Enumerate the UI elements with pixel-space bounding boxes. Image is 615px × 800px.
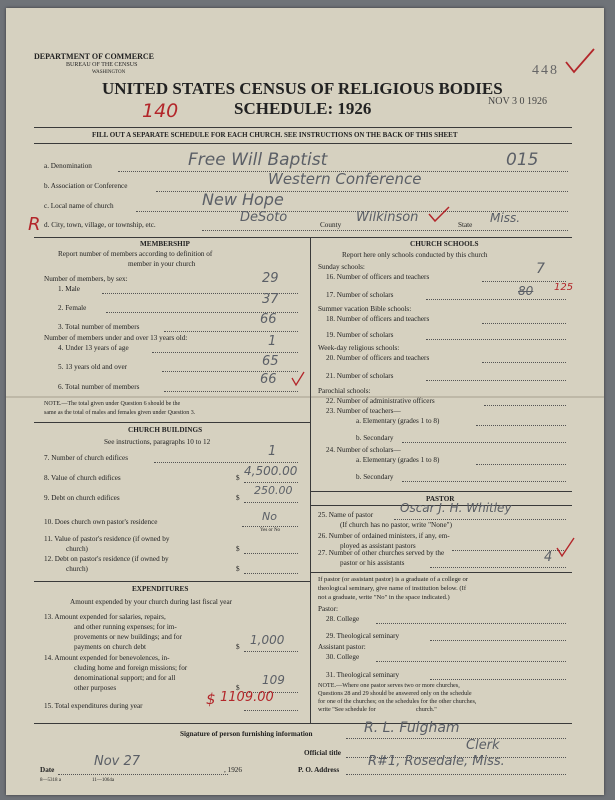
college-intro-1: If pastor (or assistant pastor) is a graduate of a college or: [318, 576, 468, 583]
state-label: State: [458, 221, 473, 229]
q6-label: 6. Total number of members: [58, 383, 140, 391]
q8-value: 4,500.00: [244, 464, 298, 478]
q12-label-2: church): [66, 565, 88, 573]
q13-dollar-sign: $: [236, 643, 240, 651]
q14-label-4: other purposes: [74, 684, 117, 692]
county-label: County: [320, 221, 342, 229]
red-check-mark-icon: [562, 46, 598, 76]
q16-label: 16. Number of officers and teachers: [326, 273, 430, 281]
form-code-2: 11—1064a: [92, 778, 115, 783]
q13-label-3: provements or new buildings; and for: [74, 633, 182, 641]
pastor-note-4: write "See schedule for church.": [318, 706, 437, 713]
q3-total-value: 66: [260, 312, 277, 327]
q26-label-1: 26. Number of ordained ministers, if any, em-: [318, 532, 450, 540]
city-label: d. City, town, village, or township, etc.: [44, 221, 156, 229]
q29-label: 29. Theological seminary: [326, 632, 400, 640]
membership-title: MEMBERSHIP: [140, 240, 190, 248]
membership-note-2: same as the total of males and females given under Question 3.: [44, 410, 196, 416]
q17-crossed-value: 80: [518, 284, 534, 298]
pastor-note-2: Questions 28 and 29 should be answered only on the schedule: [318, 690, 472, 697]
schools-intro: Report here only schools conducted by this church: [342, 251, 488, 259]
q13-label-2: and other running expenses; for im-: [74, 623, 177, 631]
q27-label-1: 27. Number of other churches served by the: [318, 549, 445, 557]
q14-label-1: 14. Amount expended for benevolences, in-: [44, 654, 170, 662]
q15-red-dollar-sign: $: [206, 690, 216, 708]
sunday-schools-label: Sunday schools:: [318, 263, 365, 271]
q1-male-value: 29: [262, 271, 279, 286]
q5-over13-value: 65: [262, 354, 279, 369]
q9-value: 250.00: [254, 484, 293, 497]
q3-label: 3. Total number of members: [58, 323, 140, 331]
date-value: Nov 27: [94, 754, 141, 769]
date-year: , 1926: [224, 766, 242, 774]
q21-label: 21. Number of scholars: [326, 372, 394, 380]
handwritten-number: 140: [142, 100, 179, 122]
q28-label: 28. College: [326, 615, 360, 623]
q11-label-1: 11. Value of pastor's residence (if owned by: [44, 535, 170, 543]
bureau-name: BUREAU OF THE CENSUS: [66, 62, 138, 68]
red-check-mark-icon: [426, 204, 452, 224]
q14-value: 109: [262, 673, 285, 687]
form-title: UNITED STATES CENSUS OF RELIGIOUS BODIES: [102, 79, 503, 98]
q8-dollar-sign: $: [236, 474, 240, 482]
q8-label: 8. Value of church edifices: [44, 474, 121, 482]
po-address-label: P. O. Address: [298, 766, 340, 774]
fold-crease: [6, 396, 604, 398]
q27-label-2: pastor or his assistants: [340, 559, 405, 567]
q14-dollar-sign: $: [236, 684, 240, 692]
membership-note-1: NOTE.—The total given under Question 6 should be the: [44, 401, 181, 407]
q10-label: 10. Does church own pastor's residence: [44, 518, 158, 526]
state-value: Miss.: [490, 211, 521, 225]
pastor-sub-label: Pastor:: [318, 605, 338, 613]
q30-label: 30. College: [326, 653, 360, 661]
q1-label: 1. Male: [58, 285, 80, 293]
red-check-mark-icon: [554, 536, 576, 560]
q7-label: 7. Number of church edifices: [44, 454, 129, 462]
q4-under13-value: 1: [268, 334, 277, 349]
denomination-label: a. Denomination: [44, 162, 92, 170]
q31-label: 31. Theological seminary: [326, 671, 400, 679]
q6-total-value: 66: [260, 372, 277, 387]
pastor-note-1: NOTE.—Where one pastor serves two or more churches,: [318, 682, 460, 689]
college-intro-2: theological seminary, give name of institution below. (If: [318, 585, 467, 592]
q9-dollar-sign: $: [236, 494, 240, 502]
received-date-stamp: NOV 3 0 1926: [488, 96, 547, 107]
association-value: Western Conference: [268, 170, 422, 188]
summer-schools-label: Summer vacation Bible schools:: [318, 305, 412, 313]
parochial-schools-label: Parochial schools:: [318, 387, 371, 395]
form-code: 8—5318 a: [40, 778, 61, 783]
q19-label: 19. Number of scholars: [326, 331, 394, 339]
local-name-label: c. Local name of church: [44, 202, 114, 210]
q2-female-value: 37: [262, 292, 279, 307]
q12-label-1: 12. Debt on pastor's residence (if owned by: [44, 555, 169, 563]
college-intro-3: not a graduate, write "No" in the space indicated.): [318, 594, 450, 601]
q20-label: 20. Number of officers and teachers: [326, 354, 430, 362]
signature-label: Signature of person furnishing information: [180, 730, 313, 738]
q24a-label: a. Elementary (grades 1 to 8): [356, 456, 440, 464]
date-label: Date: [40, 766, 55, 774]
local-name-value: New Hope: [202, 190, 284, 209]
q17-label: 17. Number of scholars: [326, 291, 394, 299]
form-serial-number: 448: [532, 63, 559, 78]
signature-value: R. L. Fulgham: [364, 720, 460, 736]
members-by-sex-label: Number of members, by sex:: [44, 275, 128, 283]
q23-label: 23. Number of teachers—: [326, 407, 401, 415]
bureau-city: WASHINGTON: [92, 70, 126, 75]
q4-label: 4. Under 13 years of age: [58, 344, 129, 352]
pastor-note-3: for one of the churches; on the schedules for the other churches,: [318, 698, 477, 705]
q2-label: 2. Female: [58, 304, 87, 312]
q11-dollar-sign: $: [236, 545, 240, 553]
q10-value: No: [262, 510, 277, 523]
membership-intro-1: Report number of members according to definition of: [58, 250, 213, 258]
q13-value: 1,000: [250, 633, 285, 647]
official-title-label: Official title: [304, 749, 341, 757]
buildings-title: CHURCH BUILDINGS: [128, 426, 203, 434]
form-subtitle: SCHEDULE: 1926: [234, 99, 372, 118]
q18-label: 18. Number of officers and teachers: [326, 315, 430, 323]
q24-label: 24. Number of scholars—: [326, 446, 401, 454]
q9-label: 9. Debt on church edifices: [44, 494, 120, 502]
department-name: DEPARTMENT OF COMMERCE: [34, 52, 155, 61]
schools-title: CHURCH SCHOOLS: [410, 240, 479, 248]
pastor-title: PASTOR: [426, 495, 455, 503]
red-margin-mark: R: [28, 214, 41, 235]
expenditures-title: EXPENDITURES: [132, 585, 189, 593]
yes-no-hint: Yes or No: [260, 528, 281, 533]
q22-label: 22. Number of administrative officers: [326, 397, 435, 405]
q25-pastor-name: Oscar J. H. Whitley: [400, 501, 512, 515]
q14-label-2: cluding home and foreign missions; for: [74, 664, 188, 672]
q25-label: 25. Name of pastor: [318, 511, 374, 519]
membership-intro-2: member in your church: [128, 260, 196, 268]
q15-total-value: 1109.00: [220, 690, 274, 705]
census-schedule-sheet: [6, 8, 604, 795]
q5-label: 5. 13 years old and over: [58, 363, 128, 371]
denomination-value: Free Will Baptist: [188, 150, 328, 170]
q13-label-4: payments on church debt: [74, 643, 147, 651]
q11-label-2: church): [66, 545, 88, 553]
expenditures-intro: Amount expended by your church during last fiscal year: [70, 598, 233, 606]
q23b-label: b. Secondary: [356, 434, 394, 442]
association-label: b. Association or Conference: [44, 182, 128, 190]
red-check-mark-icon: [290, 370, 306, 388]
county-value: Wilkinson: [356, 210, 419, 225]
buildings-intro: See instructions, paragraphs 10 to 12: [104, 438, 211, 446]
q14-label-3: denominational support; and for all: [74, 674, 176, 682]
q13-label-1: 13. Amount expended for salaries, repairs,: [44, 613, 166, 621]
instructions-line: FILL OUT A SEPARATE SCHEDULE FOR EACH CHURCH. SEE INSTRUCTIONS ON THE BACK OF THIS SHEET: [92, 131, 458, 139]
city-value: DeSoto: [240, 210, 288, 225]
q17-corrected-value: 125: [554, 282, 574, 293]
q16-value: 7: [536, 261, 545, 277]
members-by-age-label: Number of members under and over 13 years old:: [44, 334, 188, 342]
po-address-value: R#1, Rosedale, Miss.: [368, 754, 505, 769]
assistant-pastor-label: Assistant pastor:: [318, 643, 366, 651]
q27-value: 4: [544, 550, 553, 565]
weekday-schools-label: Week-day religious schools:: [318, 344, 400, 352]
q23a-label: a. Elementary (grades 1 to 8): [356, 417, 440, 425]
q12-dollar-sign: $: [236, 565, 240, 573]
q7-edifices-value: 1: [268, 444, 277, 459]
q24b-label: b. Secondary: [356, 473, 394, 481]
denomination-code: 015: [506, 150, 539, 170]
q25-hint: (If church has no pastor, write "None"): [340, 521, 452, 529]
q15-label: 15. Total expenditures during year: [44, 702, 143, 710]
official-title-value: Clerk: [466, 738, 500, 753]
q26-label-2: ployed as assistant pastors: [340, 542, 416, 550]
